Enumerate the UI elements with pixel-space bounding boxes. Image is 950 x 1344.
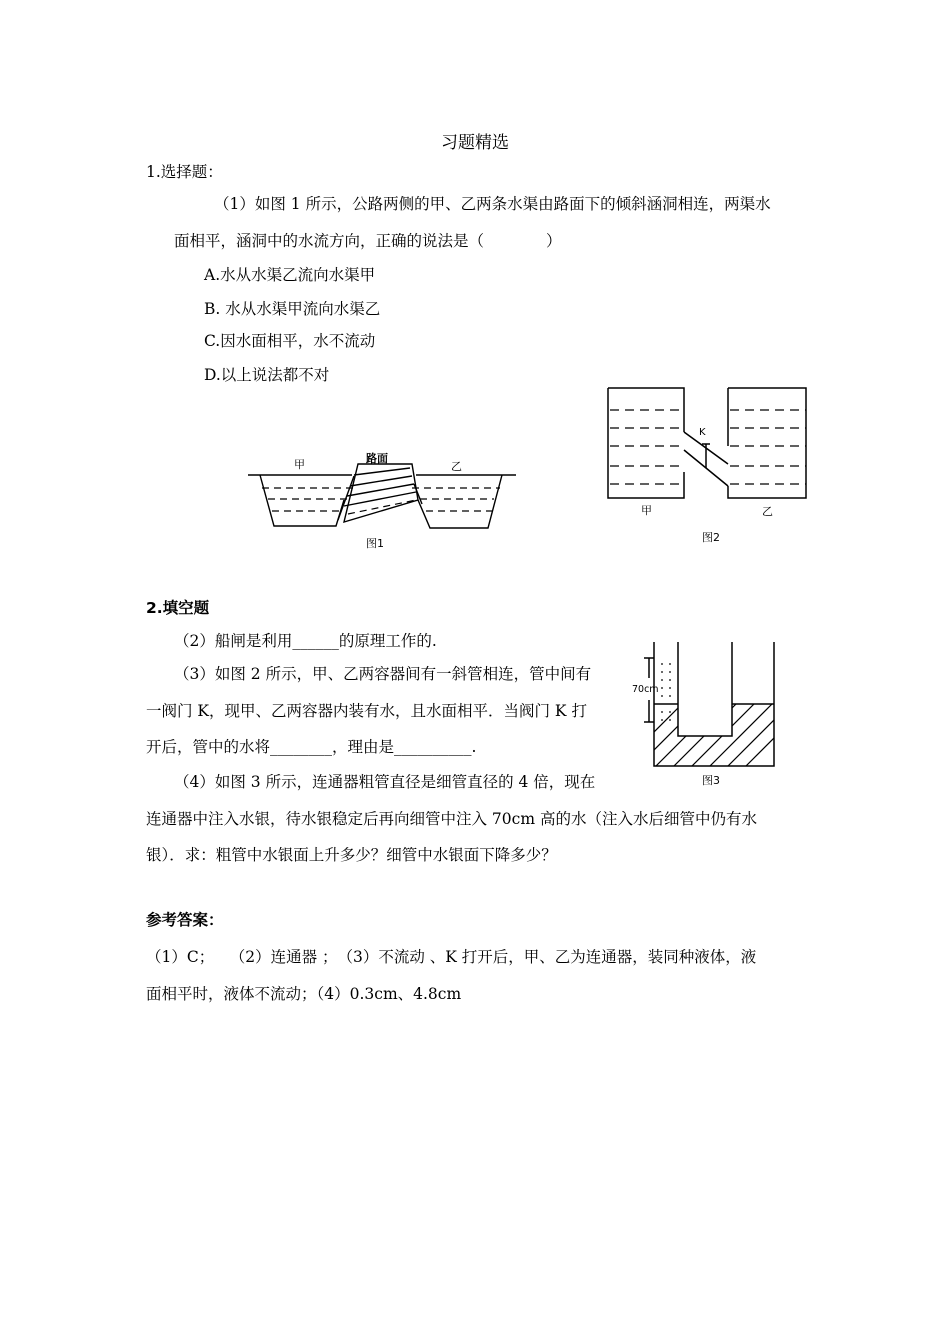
fig2-label-right: 乙 xyxy=(762,505,773,518)
q4-text-line2: 连通器中注入水银，待水银稳定后再向细管中注入 70cm 高的水（注入水后细管中仍有水 xyxy=(146,810,757,828)
fig1-caption: 图1 xyxy=(366,537,384,550)
figure-3 xyxy=(632,640,782,788)
section1-heading: 1.选择题： xyxy=(146,163,223,181)
fig1-label-road: 路面 xyxy=(366,452,388,465)
q4-text-line3: 银）．求：粗管中水银面上升多少？细管中水银面下降多少？ xyxy=(146,846,557,864)
fig1-label-right: 乙 xyxy=(451,460,462,473)
answers-heading: 参考答案： xyxy=(146,911,224,929)
answers-line1: （1）C； （2）连通器 ； （3）不流动 、K 打开后，甲、乙为连通器，装同种液体，液 xyxy=(146,948,757,966)
fig1-label-left: 甲 xyxy=(294,458,305,471)
q2-text: （2）船闸是利用______的原理工作的. xyxy=(174,632,437,650)
q1-option-c: C.因水面相平，水不流动 xyxy=(204,332,376,350)
answers-line2: 面相平时，液体不流动；（4）0.3cm、4.8cm xyxy=(146,985,462,1003)
page-title: 习题精选 xyxy=(441,133,509,153)
fig2-caption: 图2 xyxy=(702,531,720,544)
q4-text-line1: （4）如图 3 所示，连通器粗管直径是细管直径的 4 倍，现在 xyxy=(174,773,596,791)
q1-option-b: B. 水从水渠甲流向水渠乙 xyxy=(204,300,381,318)
q3-text-line1: （3）如图 2 所示，甲、乙两容器间有一斜管相连，管中间有 xyxy=(174,665,592,683)
q3-text-line2: 一阀门 K，现甲、乙两容器内装有水，且水面相平．当阀门 K 打 xyxy=(146,702,587,720)
fig2-label-valve: K xyxy=(699,427,706,438)
q1-option-d: D.以上说法都不对 xyxy=(204,366,330,384)
q1-text-line2: 面相平，涵洞中的水流方向，正确的说法是（ ） xyxy=(174,232,562,250)
fig3-caption: 图3 xyxy=(702,774,720,787)
figure-1 xyxy=(244,448,520,558)
q1-option-a: A.水从水渠乙流向水渠甲 xyxy=(204,266,376,284)
figure-2 xyxy=(606,386,812,548)
fig2-label-left: 甲 xyxy=(641,504,652,517)
section2-heading: 2.填空题 xyxy=(146,599,210,617)
fig3-label-height: 70cm xyxy=(632,684,659,695)
q3-text-line3: 开后，管中的水将________，理由是__________. xyxy=(146,738,477,756)
q1-text-line1: （1）如图 1 所示，公路两侧的甲、乙两条水渠由路面下的倾斜涵洞相连，两渠水 xyxy=(214,195,771,213)
